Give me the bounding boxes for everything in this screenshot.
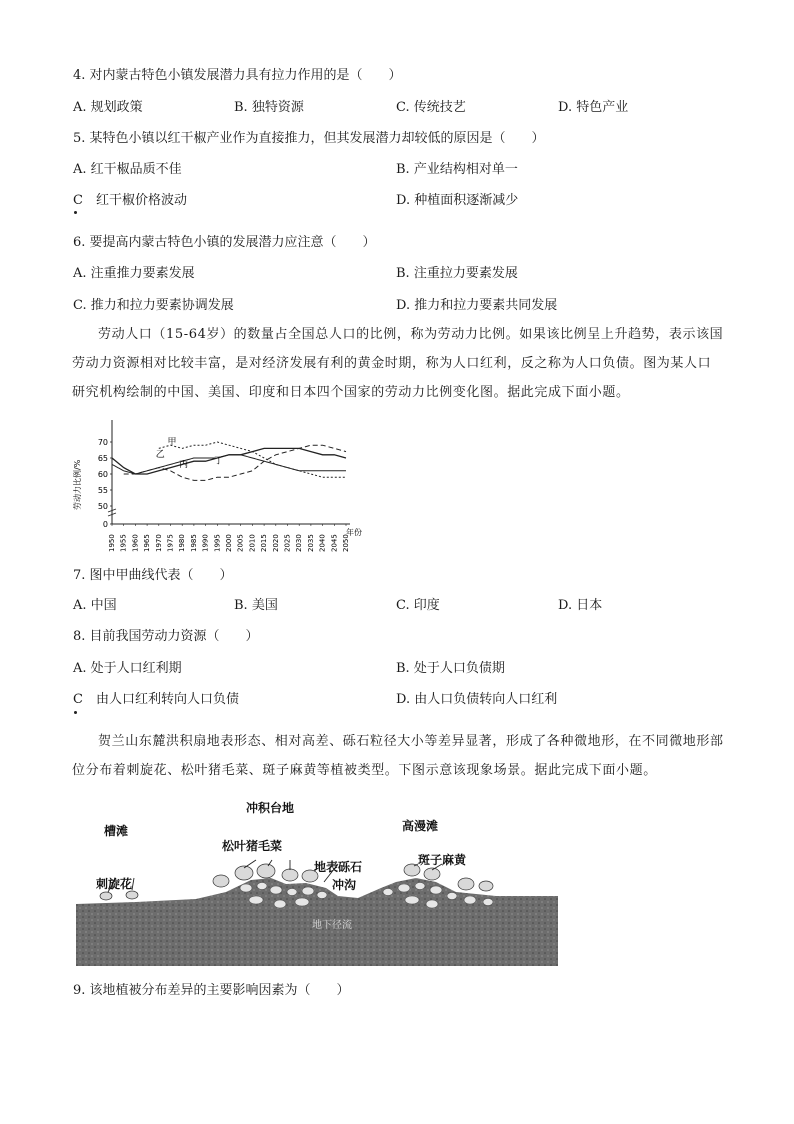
chart-x-tick: 2010 [248,534,257,552]
label-convolvulus: 刺旋花 [96,877,133,891]
chart-x-tick: 1995 [213,534,222,552]
chart-x-tick: 1985 [189,534,198,552]
q4-option-c[interactable]: C. 传统技艺 [396,100,466,115]
q5-option-c[interactable]: C 红干椒价格波动 [73,193,187,208]
chart-x-tick: 1975 [166,534,175,552]
q6-option-a[interactable]: A. 注重推力要素发展 [73,266,195,281]
passage-helan-fan: 贺兰山东麓洪积扇地表形态、相对高差、砾石粒径大小等差异显著，形成了各种微地形，在不同微地形部位分布着刺旋花、松叶猪毛菜、斑子麻黄等植被类型。下图示意该现象场景。据此完成下面小题。 [72,734,724,778]
q6-option-c[interactable]: C. 推力和拉力要素协调发展 [73,298,234,313]
chart-x-tick: 2035 [306,534,315,552]
label-alluvial-terrace: 冲积台地 [246,801,295,815]
chart-x-tick: 1970 [154,534,163,552]
scan-dot [74,211,77,214]
q8-stem: 8. 目前我国劳动力资源（ ） [73,629,259,644]
chart-x-tick: 2020 [271,534,280,552]
labor-ratio-chart [74,412,374,560]
label-channel-bar: 槽滩 [104,824,129,838]
chart-series-label: 丙 [179,459,189,470]
chart-x-tick: 1990 [201,534,210,552]
chart-series-label: 丁 [214,456,224,467]
q8-option-a[interactable]: A. 处于人口红利期 [73,661,182,676]
label-surface-gravel: 地表砾石 [314,860,363,874]
chart-series-line [112,455,346,474]
chart-x-tick: 2045 [330,534,339,552]
chart-x-tick: 1980 [178,534,187,552]
scan-dot [74,711,77,714]
chart-x-tick: 2025 [283,534,292,552]
label-high-floodplain: 高漫滩 [402,819,439,833]
q5-stem: 5. 某特色小镇以红干椒产业作为直接推力，但其发展潜力却较低的原因是（ ） [73,131,545,146]
q5-option-d[interactable]: D. 种植面积逐渐减少 [396,193,519,208]
chart-y-tick: 70 [97,438,108,447]
q7-option-b[interactable]: B. 美国 [234,598,278,613]
q4-stem: 4. 对内蒙古特色小镇发展潜力具有拉力作用的是（ ） [73,68,402,83]
q5-option-b[interactable]: B. 产业结构相对单一 [396,162,518,177]
label-gully: 冲沟 [332,878,357,892]
chart-y-tick: 65 [97,454,108,463]
label-salsola: 松叶猪毛菜 [222,839,283,853]
chart-x-tick: 1960 [131,534,140,552]
q7-stem: 7. 图中甲曲线代表（ ） [73,568,233,583]
q8-option-d[interactable]: D. 由人口负债转向人口红利 [396,692,558,707]
q8-option-c[interactable]: C 由人口红利转向人口负债 [73,692,239,707]
chart-x-tick: 1965 [143,534,152,552]
convolvulus-shrubs [100,891,138,900]
chart-series-label: 乙 [155,450,165,461]
label-subsurface-runoff: 地下径流 [312,920,352,931]
q4-option-b[interactable]: B. 独特资源 [234,100,304,115]
chart-x-tick: 1950 [108,534,116,552]
q6-option-b[interactable]: B. 注重拉力要素发展 [396,266,518,281]
q7-option-a[interactable]: A. 中国 [73,598,117,613]
q8-option-b[interactable]: B. 处于人口负债期 [396,661,505,676]
chart-x-tick: 2030 [295,534,304,552]
chart-x-tick: 2040 [318,534,327,552]
chart-x-tick: 1955 [119,534,128,552]
passage-labor-ratio: 劳动人口（15-64岁）的数量占全国总人口的比例，称为劳动力比例。如果该比例呈上升趋势，表示该国劳动力资源相对比较丰富，是对经济发展有利的黄金时期，称为人口红利，反之称为人口负债。图为某人口研究机构绘制的中国、美国、印度和日本四个国家的劳动力比例变化图。据此完成下面小题。 [72,327,724,400]
chart-x-tick: 2000 [225,534,233,552]
chart-y-tick: 60 [97,470,108,479]
q9-stem: 9. 该地植被分布差异的主要影响因素为（ ） [73,983,350,998]
alluvial-fan-diagram [76,796,558,966]
label-ephedra: 斑子麻黄 [418,853,467,867]
chart-y-tick: 0 [102,520,108,529]
q6-option-d[interactable]: D. 推力和拉力要素共同发展 [396,298,558,313]
q7-option-d[interactable]: D. 日本 [558,598,603,613]
q4-option-a[interactable]: A. 规划政策 [73,100,143,115]
chart-x-label: 年份 [346,528,362,537]
chart-x-tick: 2005 [236,534,245,552]
chart-series-label: 甲 [167,437,177,448]
q7-option-c[interactable]: C. 印度 [396,598,440,613]
chart-x-tick: 2050 [342,534,350,552]
chart-y-label: 劳动力比例/% [73,459,82,510]
chart-x-tick: 2015 [260,534,269,552]
chart-y-tick: 55 [97,486,108,495]
q6-stem: 6. 要提高内蒙古特色小镇的发展潜力应注意（ ） [73,235,376,250]
q4-option-d[interactable]: D. 特色产业 [558,100,629,115]
chart-y-tick: 50 [97,502,108,511]
chart-series-line [112,448,346,474]
q5-option-a[interactable]: A. 红干椒品质不佳 [73,162,182,177]
